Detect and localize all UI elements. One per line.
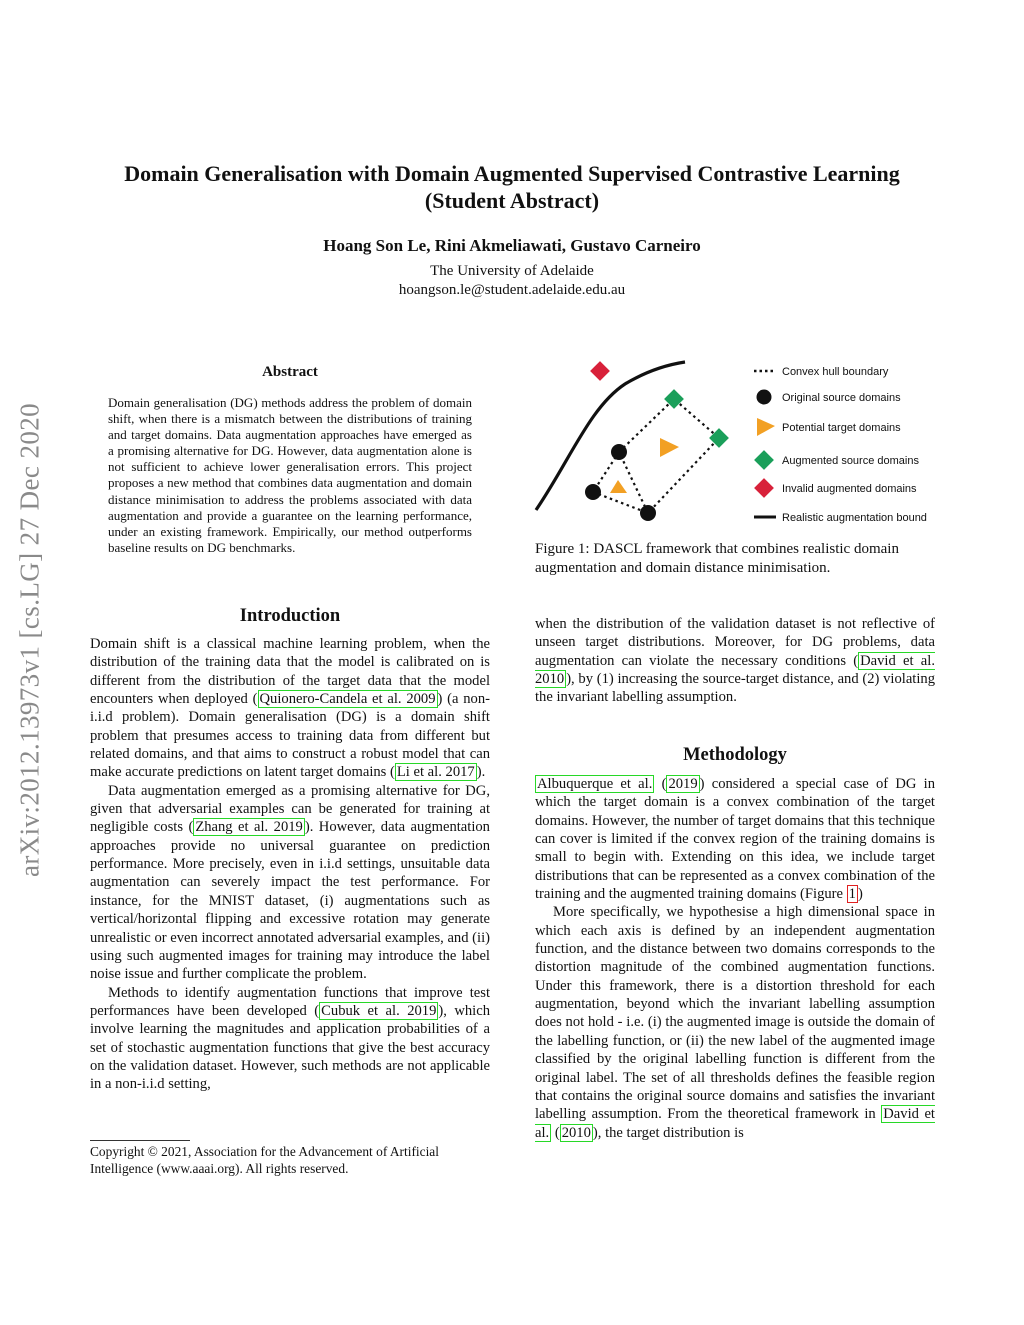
intro-paragraph-3: Methods to identify augmentation functions that improve test performances have been developed ( Cubuk et al. 2019 ), which involve learning the magnitudes and application probabilities of a set of stochastic augmentation functions that give the best accuracy on the validation dataset. However, such methods are not applicable in a non-i.i.d setting, xyxy=(90,984,491,1093)
paper-title: Domain Generalisation with Domain Augmented Supervised Contrastive Learning (Student Abstract) xyxy=(124,161,900,213)
citation-link[interactable]: Zhang et al. 2019 xyxy=(195,819,303,836)
legend-label: Original source domains xyxy=(782,392,901,404)
figure-1-caption: Figure 1: DASCL framework that combines realistic domain augmentation and domain distance minimisation. xyxy=(535,541,899,576)
abstract-text: Domain generalisation (DG) methods address the problem of domain shift, when there is a mismatch between the distributions of training and target domains. Data augmentation approaches have emerged as a promising alternative for DG. However, data augmentation alone is not sufficient to achieve lower generalisation errors. This project proposes a new method that combines data augmentation and domain distance minimisation to address the problems associated with data augmentation and provide a guarantee on the learning performance, under an existing framework. Empirically, our method outperforms baseline results on DG benchmarks. xyxy=(108,395,472,555)
source-domain-marker xyxy=(640,505,656,521)
legend-label: Augmented source domains xyxy=(782,455,919,467)
intro-heading: Introduction xyxy=(239,606,341,626)
citation-link[interactable]: Albuquerque et al. xyxy=(537,776,653,792)
methodology-paragraph-2: More specifically, we hypothesise a high dimensional space in which each axis is defined by an independent augmentation function, and the distance between two domains corresponds to the distortion magnitude of the combined augmentation functions. Under this framework, there is a distortion threshold for each augmentation, beyond which the invariant labelling assumption does not hold - i.e. (i) the augmented image is outside the domain of the labelling function, or (ii) the new label of the augmented image classified by the original labelling function is different from the original label. The set of all thresholds defines the feasible region that contains the original source domains and satisfies the invariant labelling assumption. From the theoretical framework in David et al. ( 2010 ), the target distribution is xyxy=(535,904,935,1141)
citation-year-link[interactable]: 2010 xyxy=(561,1124,591,1141)
continuation-paragraph: when the distribution of the validation dataset is not reflective of unseen target distributions. Moreover, for DG problems, data augmentation can violate the necessary conditions ( David et al. 2010 ), by (1) increasing the source-target distance, and (2) violating the invariant labelling assumption. xyxy=(535,616,935,706)
intro-paragraph-2: Data augmentation emerged as a promising alternative for DG, given that adversarial examples can be generated for training at negligible costs ( Zhang et al. 2019 ). However, data augmentation approaches provide no universal guarantee on prediction performance. More precisely, even in i.i.d settings, unsuitable data augmentation can severely impact the test performance. For instance, for the MNIST dataset, (i) augmentations such as vertical/horizontal flipping and excessive rotation may generate unrealistic or even incorrect annotated adversarial examples, and (ii) using such augmented images for training may introduce the label noise issue and further complicate the problem. xyxy=(90,782,490,983)
intro-body xyxy=(90,635,490,1094)
invalid-domain-marker xyxy=(590,361,610,381)
methodology-body xyxy=(535,775,935,1142)
methodology-heading: Methodology xyxy=(683,745,787,765)
affiliation-block xyxy=(100,262,924,300)
footnote-rule xyxy=(90,1140,190,1141)
methodology-paragraph-1: Albuquerque et al. ( 2019 ) considered a special case of DG in which the target domain is a convex combination of the target domains. However, the number of target domains that this technique can cover is limited if the convex region of the training domains is small to begin with. Extending on this idea, we include target distributions that can be represented as a convex combination of the training and the augmented training domains (Figure 1 ) xyxy=(535,776,935,903)
source-domain-marker xyxy=(611,444,627,460)
augmentation-bound-curve xyxy=(536,362,685,510)
citation-link[interactable]: Cubuk et al. 2019 xyxy=(321,1002,437,1019)
source-domain-marker xyxy=(585,484,601,500)
affiliation: The University of Adelaide xyxy=(430,263,594,279)
legend-augmented-icon xyxy=(754,450,774,470)
target-domain-marker xyxy=(660,438,679,457)
intro-paragraph-1: Domain shift is a classical machine learning problem, when the distribution of the training data that the model is calibrated on is different from the distribution of the target data that the model encounters when deployed ( Quionero-Candela et al. 2009 ) (a non-i.i.d problem). Domain generalisation (DG) is a domain shift problem that presumes access to training data from different but related domains, and that aims to construct a robust model that can make accurate predictions on latent target domains ( Li et al. 2017 ). xyxy=(90,636,491,781)
figure-reference-link[interactable]: 1 xyxy=(848,886,856,903)
legend-target-icon xyxy=(757,418,775,436)
figure-1-diagram xyxy=(530,352,940,532)
citation-link[interactable]: Li et al. 2017 xyxy=(396,764,475,781)
legend-invalid-icon xyxy=(754,478,774,498)
citation-link[interactable]: David et al. xyxy=(535,1106,935,1141)
legend-label: Convex hull boundary xyxy=(782,366,889,378)
legend-label: Invalid augmented domains xyxy=(782,483,917,495)
legend-label: Potential target domains xyxy=(782,422,901,434)
legend-source-icon xyxy=(757,390,772,405)
citation-year-link[interactable]: 2019 xyxy=(668,776,698,792)
abstract-heading: Abstract xyxy=(262,364,318,380)
right-column-continuation xyxy=(535,615,935,707)
citation-link[interactable]: David et al. 2010 xyxy=(535,652,935,688)
legend-label: Realistic augmentation bound xyxy=(782,512,927,524)
paper-authors: Hoang Son Le, Rini Akmeliawati, Gustavo Carneiro xyxy=(323,236,701,255)
copyright-footnote: Copyright © 2021, Association for the Advancement of Artificial Intelligence (www.aaai.org). All rights reserved. xyxy=(90,1144,439,1176)
author-email: hoangson.le@student.adelaide.edu.au xyxy=(398,282,626,298)
convex-hull-boundary xyxy=(619,399,719,513)
target-domain-marker xyxy=(610,480,627,493)
citation-link[interactable]: Quionero-Candela et al. 2009 xyxy=(259,691,436,708)
